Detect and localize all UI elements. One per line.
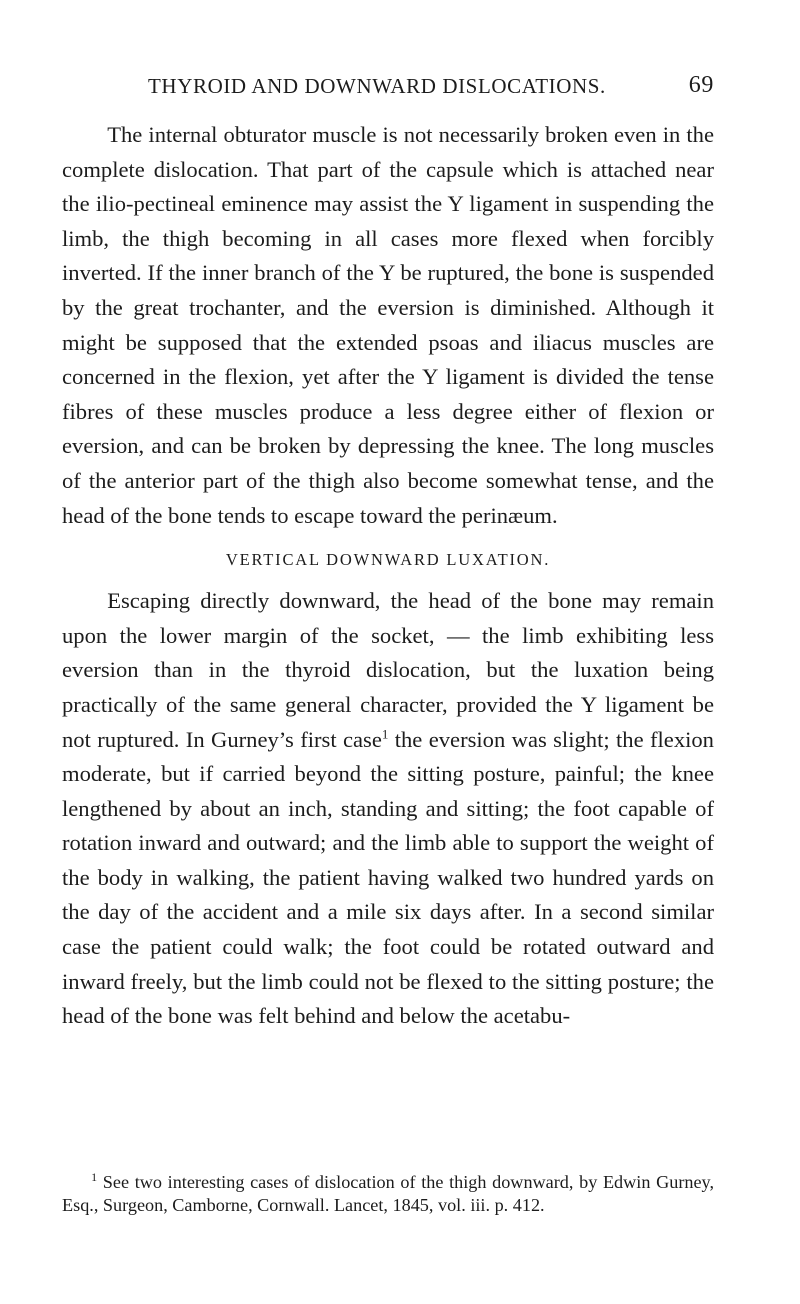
body-text [62,118,714,1034]
running-head [62,74,714,104]
paragraph-obturator: The internal obturator muscle is not necessarily broken even in the complete dislocation. That part of the capsule which is attached near the ilio-pectineal eminence may assist the Y ligament in suspending the limb, the thigh becoming in all cases more flexed when forcibly inverted. If the inner branch of the Y be ruptured, the bone is suspended by the great trochanter, and the eversion is diminished. Although it might be supposed that the extended psoas and iliacus muscles are concerned in the flexion, yet after the Y ligament is divided the tense fibres of these muscles produce a less degree either of flexion or eversion, and can be broken by depressing the knee. The long muscles of the anterior part of the thigh also become somewhat tense, and the head of the bone tends to escape toward the perinæum. [62,122,714,528]
paragraph-text-after-ref: the eversion was slight; the flexion moderate, but if carried beyond the sitting posture, painful; the knee lengthened by about an inch, standing and sitting; the foot capable of rotation inward and outward; and the limb able to support the weight of the body in walking, the patient having walked two hundred yards on the day of the accident and a mile six days after. In a second similar case the patient could walk; the foot could be rotated outward and inward freely, but the limb could not be flexed to the sitting posture; the head of the bone was felt behind and below the acetabu- [62,726,714,1029]
paragraph-text-before-ref: Escaping directly downward, the head of the bone may remain upon the lower margin of the socket, — the limb exhibiting less eversion than in the thyroid dislocation, but the luxation being practically of the same general character, provided the Y ligament be not ruptured. In Gurney’s first case [62,588,714,752]
footnote [62,1171,714,1217]
footnote-text: See two interesting cases of dislocation of the thigh downward, by Edwin Gurney, Esq., Surgeon, Camborne, Cornwall. Lancet, 1845, vol. iii. p. 412. [62,1172,715,1215]
page-number: 69 [688,72,714,98]
book-page [62,0,714,1304]
footnote-marker: 1 [91,1169,98,1184]
footnote-reference: 1 [381,725,389,741]
paragraph-vertical-luxation [62,584,714,1034]
section-heading: VERTICAL DOWNWARD LUXATION. [225,550,551,570]
running-title: THYROID AND DOWNWARD DISLOCATIONS. [148,74,606,98]
